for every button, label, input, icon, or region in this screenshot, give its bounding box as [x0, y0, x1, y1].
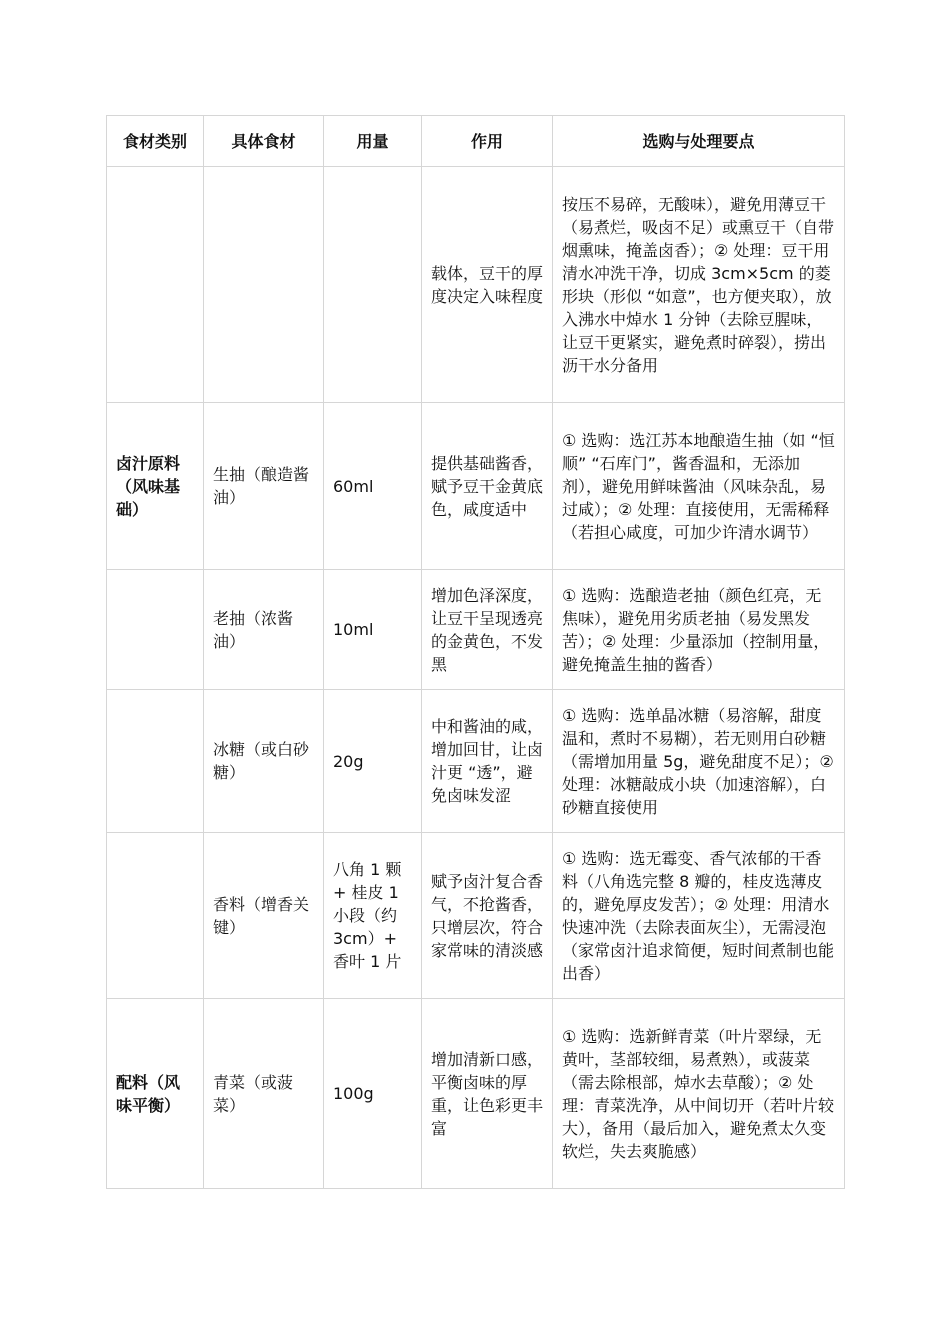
cell-ingredient: 冰糖（或白砂糖）: [204, 690, 324, 833]
cell-notes: ① 选购：选酿造老抽（颜色红亮，无焦味），避免用劣质老抽（易发黑发苦）；② 处理：少量添加（控制用量，避免掩盖生抽的酱香）: [553, 570, 845, 690]
table-row: [107, 833, 845, 999]
cell-ingredient: 香料（增香关键）: [204, 833, 324, 999]
cell-amount: [324, 167, 422, 403]
cell-category: 配料（风味平衡）: [107, 999, 204, 1189]
table-row: [107, 403, 845, 570]
table-row: [107, 999, 845, 1189]
cell-amount: 20g: [324, 690, 422, 833]
cell-purpose: 载体，豆干的厚度决定入味程度: [422, 167, 553, 403]
cell-ingredient: [204, 167, 324, 403]
table-row: [107, 690, 845, 833]
cell-purpose: 中和酱油的咸，增加回甘，让卤汁更 “透”，避免卤味发涩: [422, 690, 553, 833]
cell-category: 卤汁原料（风味基础）: [107, 403, 204, 570]
cell-ingredient: 青菜（或菠菜）: [204, 999, 324, 1189]
cell-ingredient: 老抽（浓酱油）: [204, 570, 324, 690]
cell-purpose: 增加色泽深度，让豆干呈现透亮的金黄色，不发黑: [422, 570, 553, 690]
cell-category: [107, 833, 204, 999]
cell-notes: ① 选购：选新鲜青菜（叶片翠绿，无黄叶，茎部较细，易煮熟），或菠菜（需去除根部，焯水去草酸）；② 处理：青菜洗净，从中间切开（若叶片较大），备用（最后加入，避免煮太久变软烂，失去爽脆感）: [553, 999, 845, 1189]
cell-notes: 按压不易碎，无酸味），避免用薄豆干（易煮烂，吸卤不足）或熏豆干（自带烟熏味，掩盖卤香）；② 处理：豆干用清水冲洗干净，切成 3cm×5cm 的菱形块（形似 “如意”，也方便夹取），放入沸水中焯水 1 分钟（去除豆腥味，让豆干更紧实，避免煮时碎裂），捞出沥干水分备用: [553, 167, 845, 403]
cell-amount: 八角 1 颗 + 桂皮 1 小段（约 3cm）+ 香叶 1 片: [324, 833, 422, 999]
cell-amount: 60ml: [324, 403, 422, 570]
cell-notes: ① 选购：选江苏本地酿造生抽（如 “恒顺” “石库门”，酱香温和，无添加剂），避免用鲜味酱油（风味杂乱，易过咸）；② 处理：直接使用，无需稀释（若担心咸度，可加少许清水调节）: [553, 403, 845, 570]
cell-notes: ① 选购：选无霉变、香气浓郁的干香料（八角选完整 8 瓣的，桂皮选薄皮的，避免厚皮发苦）；② 处理：用清水快速冲洗（去除表面灰尘），无需浸泡（家常卤汁追求简便，短时间煮制也能出香）: [553, 833, 845, 999]
table-row: [107, 570, 845, 690]
cell-purpose: 提供基础酱香，赋予豆干金黄底色，咸度适中: [422, 403, 553, 570]
table-header-row: [107, 116, 845, 167]
ingredient-table: [106, 115, 845, 1189]
cell-ingredient: 生抽（酿造酱油）: [204, 403, 324, 570]
header-category: 食材类别: [107, 116, 204, 167]
cell-purpose: 增加清新口感，平衡卤味的厚重，让色彩更丰富: [422, 999, 553, 1189]
header-ingredient: 具体食材: [204, 116, 324, 167]
header-notes: 选购与处理要点: [553, 116, 845, 167]
table-row: [107, 167, 845, 403]
header-purpose: 作用: [422, 116, 553, 167]
header-amount: 用量: [324, 116, 422, 167]
cell-category: [107, 690, 204, 833]
cell-purpose: 赋予卤汁复合香气，不抢酱香，只增层次，符合家常味的清淡感: [422, 833, 553, 999]
cell-amount: 100g: [324, 999, 422, 1189]
cell-amount: 10ml: [324, 570, 422, 690]
cell-category: [107, 167, 204, 403]
cell-notes: ① 选购：选单晶冰糖（易溶解，甜度温和，煮时不易糊），若无则用白砂糖（需增加用量 5g，避免甜度不足）；② 处理：冰糖敲成小块（加速溶解），白砂糖直接使用: [553, 690, 845, 833]
cell-category: [107, 570, 204, 690]
